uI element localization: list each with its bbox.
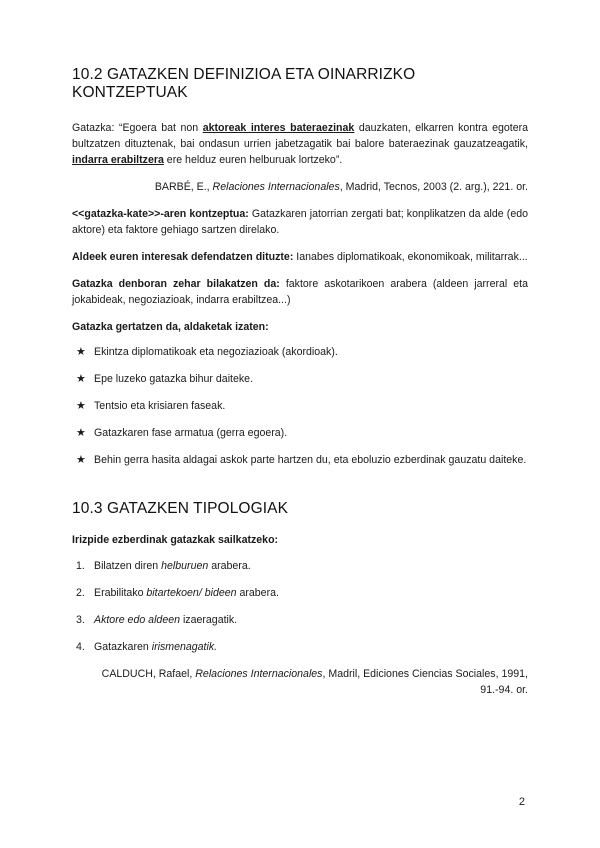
- list-item-italic: Aktore edo aldeen: [94, 614, 180, 626]
- list-item-text: arabera.: [208, 560, 251, 572]
- numbered-list: [72, 558, 528, 655]
- list-item: [72, 585, 528, 601]
- list-item-text: Gatazkaren fase armatua (gerra egoera).: [94, 427, 288, 439]
- list-item-text: Gatazkaren: [94, 641, 152, 653]
- section-title-10-2: 10.2 GATAZKEN DEFINIZIOA ETA OINARRIZKO KONTZEPTUAK: [72, 66, 416, 101]
- denboran-paragraph: [72, 276, 528, 308]
- definition-text-3: dauzkaten, elkarren kontra egotera bultzatzen dituztenak, bai ondasun urrien jabetzagatik bai balore bateraezinak gauzatzeagatik,: [72, 122, 528, 150]
- list-item: [72, 639, 528, 655]
- definition-emphasis-force: indarra erabiltzera: [72, 154, 164, 166]
- list-item: [72, 558, 528, 574]
- star-bullet-list: [72, 344, 528, 468]
- citation-author: CALDUCH, Rafael,: [101, 668, 196, 680]
- tipologia-intro: Irizpide ezberdinak gatazkak sailkatzeko:: [72, 534, 279, 546]
- interesak-paragraph: [72, 249, 528, 265]
- gertatzen-heading: Gatazka gertatzen da, aldaketak izaten:: [72, 321, 269, 333]
- star-icon: ★: [76, 427, 86, 439]
- definition-emphasis-actors: aktoreak interes bateraezinak: [202, 122, 355, 134]
- kate-label: <<gatazka-kate>>-aren kontzeptua:: [72, 208, 249, 220]
- list-item: [72, 452, 528, 468]
- list-item-italic: helburuen: [161, 560, 209, 572]
- star-icon: ★: [76, 346, 86, 358]
- list-item: [72, 398, 528, 414]
- interesak-text: Ianabes diplomatikoak, ekonomikoak, militarrak...: [293, 251, 528, 263]
- list-item: [72, 425, 528, 441]
- definition-text-5: ere helduz euren helburuak lortzeko”.: [163, 154, 343, 166]
- list-item-italic: bitartekoen/ bideen: [146, 587, 237, 599]
- definition-paragraph: [72, 120, 528, 168]
- list-item-text: Erabilitako: [94, 587, 147, 599]
- star-icon: ★: [76, 400, 86, 412]
- list-number: 3.: [76, 614, 85, 626]
- list-item: [72, 371, 528, 387]
- denboran-text: faktore askotarikoen arabera (aldeen jarreral eta jokabideak, negoziazioak, indarra erabiltzea...): [72, 278, 528, 306]
- list-number: 2.: [76, 587, 85, 599]
- list-item: [72, 344, 528, 360]
- list-number: 1.: [76, 560, 85, 572]
- list-item-text: arabera.: [236, 587, 279, 599]
- page-number: 2: [518, 796, 525, 808]
- citation-work: Relaciones Internacionales: [212, 181, 340, 193]
- star-icon: ★: [76, 373, 86, 385]
- list-item-text: Bilatzen diren: [94, 560, 162, 572]
- kate-text: Gatazkaren jatorrian zergati bat; konplikatzen da alde (edo aktore) eta faktore gehiago sartzen direlako.: [72, 208, 528, 236]
- list-item-text: Ekintza diplomatikoak eta negoziazioak (akordioak).: [94, 346, 338, 358]
- citation-details: , Madril, Ediciones Ciencias Sociales, 1991, 91.-94. or.: [322, 668, 528, 696]
- list-number: 4.: [76, 641, 85, 653]
- citation-details: , Madrid, Tecnos, 2003 (2. arg.), 221. or.: [339, 181, 528, 193]
- section-title-10-3: 10.3 GATAZKEN TIPOLOGIAK: [72, 500, 289, 517]
- list-item-text: izaeragatik.: [180, 614, 238, 626]
- citation-author: BARBÉ, E.,: [154, 181, 213, 193]
- definition-text-1: Gatazka: “Egoera bat non: [72, 122, 203, 134]
- denboran-label: Gatazka denboran zehar bilakatzen da:: [72, 278, 280, 290]
- citation-calduch: [72, 666, 528, 698]
- list-item-text: Behin gerra hasita aldagai askok parte hartzen du, eta eboluzio ezberdinak gauzatu daiteke.: [94, 454, 527, 466]
- star-icon: ★: [76, 454, 86, 466]
- list-item: [72, 612, 528, 628]
- citation-barbe: [72, 179, 528, 195]
- citation-work: Relaciones Internacionales: [195, 668, 323, 680]
- list-item-text: Epe luzeko gatazka bihur daiteke.: [94, 373, 254, 385]
- page-content: [72, 66, 528, 698]
- kate-paragraph: [72, 206, 528, 238]
- list-item-text: Tentsio eta krisiaren faseak.: [94, 400, 226, 412]
- interesak-label: Aldeek euren interesak defendatzen dituzte:: [72, 251, 294, 263]
- list-item-italic: irismenagatik.: [151, 641, 218, 653]
